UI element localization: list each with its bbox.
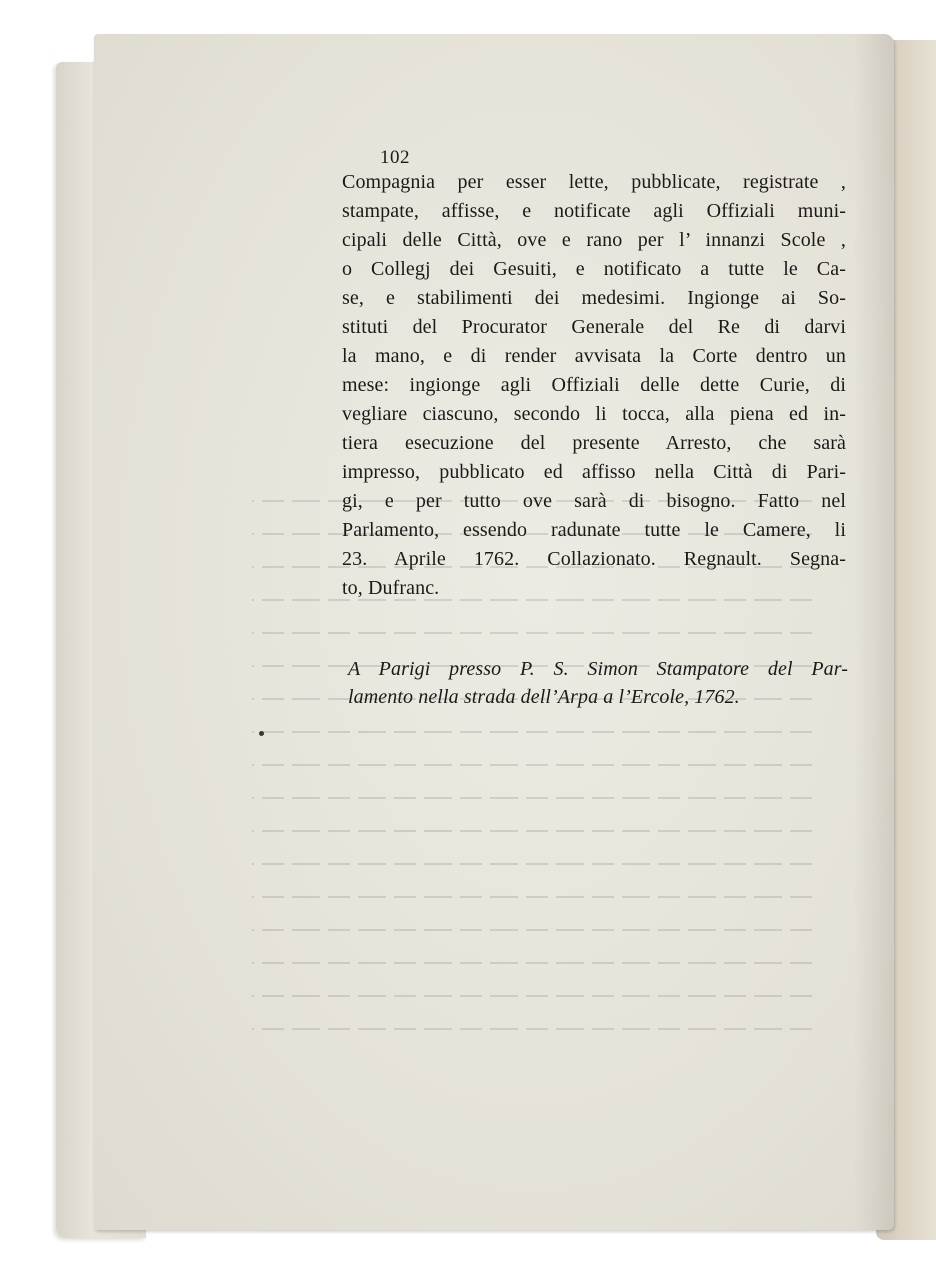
body-line: vegliare ciascuno, secondo li tocca, alla piena ed in-	[342, 403, 846, 425]
body-line: mese: ingionge agli Offiziali delle dette Curie, di	[342, 374, 846, 396]
gutter-shadow	[854, 34, 894, 1230]
body-line: 23. Aprile 1762. Collazionato. Regnault. Segna-	[342, 548, 846, 570]
body-line: to, Dufranc.	[342, 577, 440, 599]
imprint-line: lamento nella strada dell’Arpa a l’Ercole, 1762.	[348, 686, 740, 708]
imprint-line: A Parigi presso P. S. Simon Stampatore del Par-	[348, 658, 848, 680]
body-line: impresso, pubblicato ed affisso nella Città di Pari-	[342, 461, 846, 483]
body-line: Parlamento, essendo radunate tutte le Camere, li	[342, 519, 846, 541]
body-line: stituti del Procurator Generale del Re di darvi	[342, 316, 846, 338]
body-line: Compagnia per esser lette, pubblicate, registrate ,	[342, 171, 846, 193]
body-line: stampate, affisse, e notificate agli Offiziali muni-	[342, 200, 846, 222]
body-line: cipali delle Città, ove e rano per l’ innanzi Scole ,	[342, 229, 846, 251]
page-text	[342, 148, 846, 711]
imprint	[348, 655, 848, 711]
body-line: la mano, e di render avvisata la Corte dentro un	[342, 345, 846, 367]
body-line: o Collegj dei Gesuiti, e notificato a tutte le Ca-	[342, 258, 846, 280]
body-line: tiera esecuzione del presente Arresto, che sarà	[342, 432, 846, 454]
body-line: gi, e per tutto ove sarà di bisogno. Fatto nel	[342, 490, 846, 512]
page-number: 102	[380, 147, 410, 168]
body-line: se, e stabilimenti dei medesimi. Ingionge ai So-	[342, 287, 846, 309]
body-paragraph	[342, 168, 846, 603]
ink-spot	[259, 731, 264, 736]
